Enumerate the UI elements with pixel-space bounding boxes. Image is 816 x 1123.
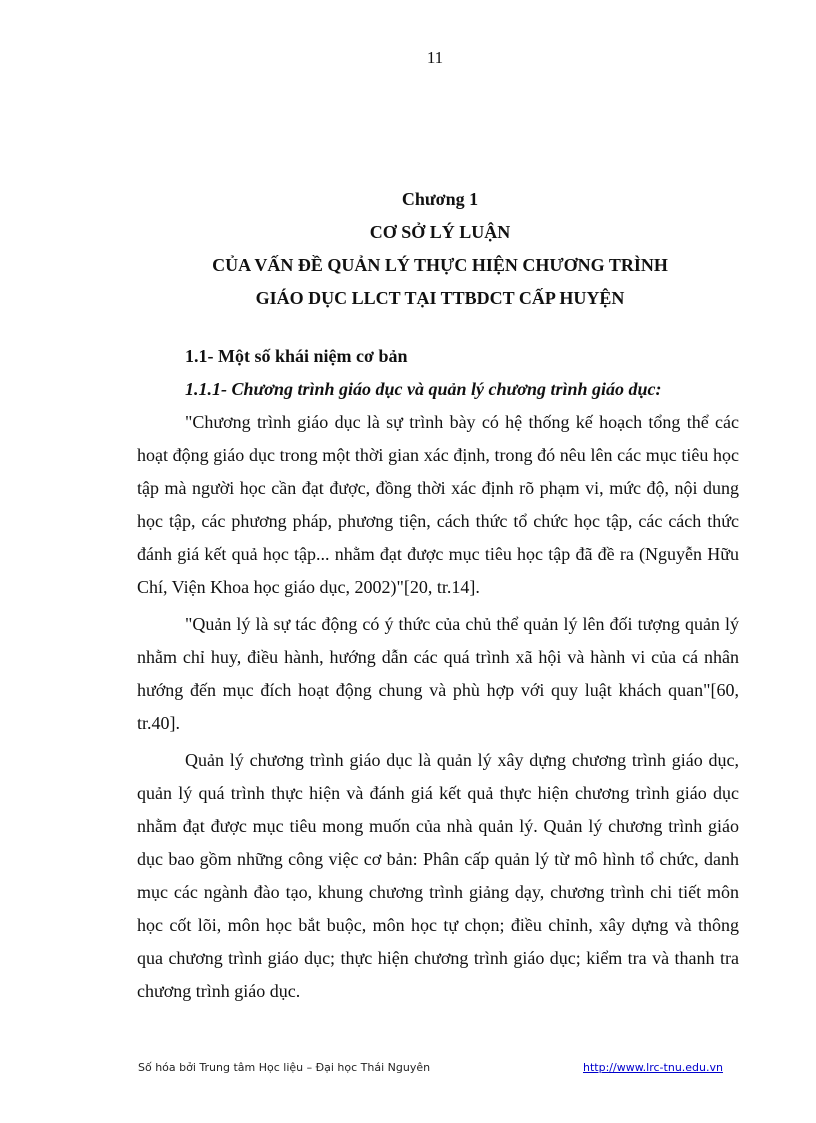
paragraph-definition-management: "Quản lý là sự tác động có ý thức của chủ thể quản lý lên đối tượng quản lý nhằm chỉ huy, điều hành, hướng dẫn các quá trình xã hội và hành vi của cá nhân hướng đến mục đích hoạt động chung và phù hợp với quy luật khách quan"[60, tr.40]. — [137, 614, 739, 733]
chapter-title-line: CỦA VẤN ĐỀ QUẢN LÝ THỰC HIỆN CHƯƠNG TRÌNH — [212, 255, 668, 275]
footer-source: Số hóa bởi Trung tâm Học liệu – Đại học Thái Nguyên — [138, 1061, 431, 1074]
section-heading: 1.1- Một số khái niệm cơ bản — [185, 346, 408, 366]
subsection-heading: 1.1.1- Chương trình giáo dục và quản lý chương trình giáo dục: — [185, 379, 662, 399]
chapter-title-block — [130, 183, 750, 315]
paragraph-curriculum-management: Quản lý chương trình giáo dục là quản lý xây dựng chương trình giáo dục, quản lý quá trình thực hiện và đánh giá kết quả thực hiện chương trình giáo dục nhằm đạt được mục tiêu mong muốn của nhà quản lý. Quản lý chương trình giáo dục bao gồm những công việc cơ bản: Phân cấp quản lý từ mô hình tổ chức, danh mục các ngành đào tạo, khung chương trình giảng dạy, chương trình chi tiết môn học cốt lõi, môn học bắt buộc, môn học tự chọn; điều chỉnh, xây dựng và thông qua chương trình giáo dục; thực hiện chương trình giáo dục; kiểm tra và thanh tra chương trình giáo dục. — [137, 750, 739, 1001]
page-number: 11 — [426, 48, 444, 67]
paragraph-definition-curriculum: "Chương trình giáo dục là sự trình bày có hệ thống kế hoạch tổng thể các hoạt động giáo dục trong một thời gian xác định, trong đó nêu lên các mục tiêu học tập mà người học cần đạt được, đồng thời xác định rõ phạm vi, mức độ, nội dung học tập, các phương pháp, phương tiện, cách thức tổ chức học tập, các cách thức đánh giá kết quả học tập... nhằm đạt được mục tiêu học tập đã đề ra (Nguyễn Hữu Chí, Viện Khoa học giáo dục, 2002)"[20, tr.14]. — [137, 412, 739, 597]
chapter-label: Chương 1 — [401, 189, 479, 209]
footer-link[interactable]: http://www.lrc-tnu.edu.vn — [583, 1061, 723, 1074]
document-body — [137, 340, 739, 1008]
chapter-title-line: GIÁO DỤC LLCT TẠI TTBDCT CẤP HUYỆN — [255, 288, 625, 308]
chapter-title-line: CƠ SỞ LÝ LUẬN — [369, 222, 511, 242]
